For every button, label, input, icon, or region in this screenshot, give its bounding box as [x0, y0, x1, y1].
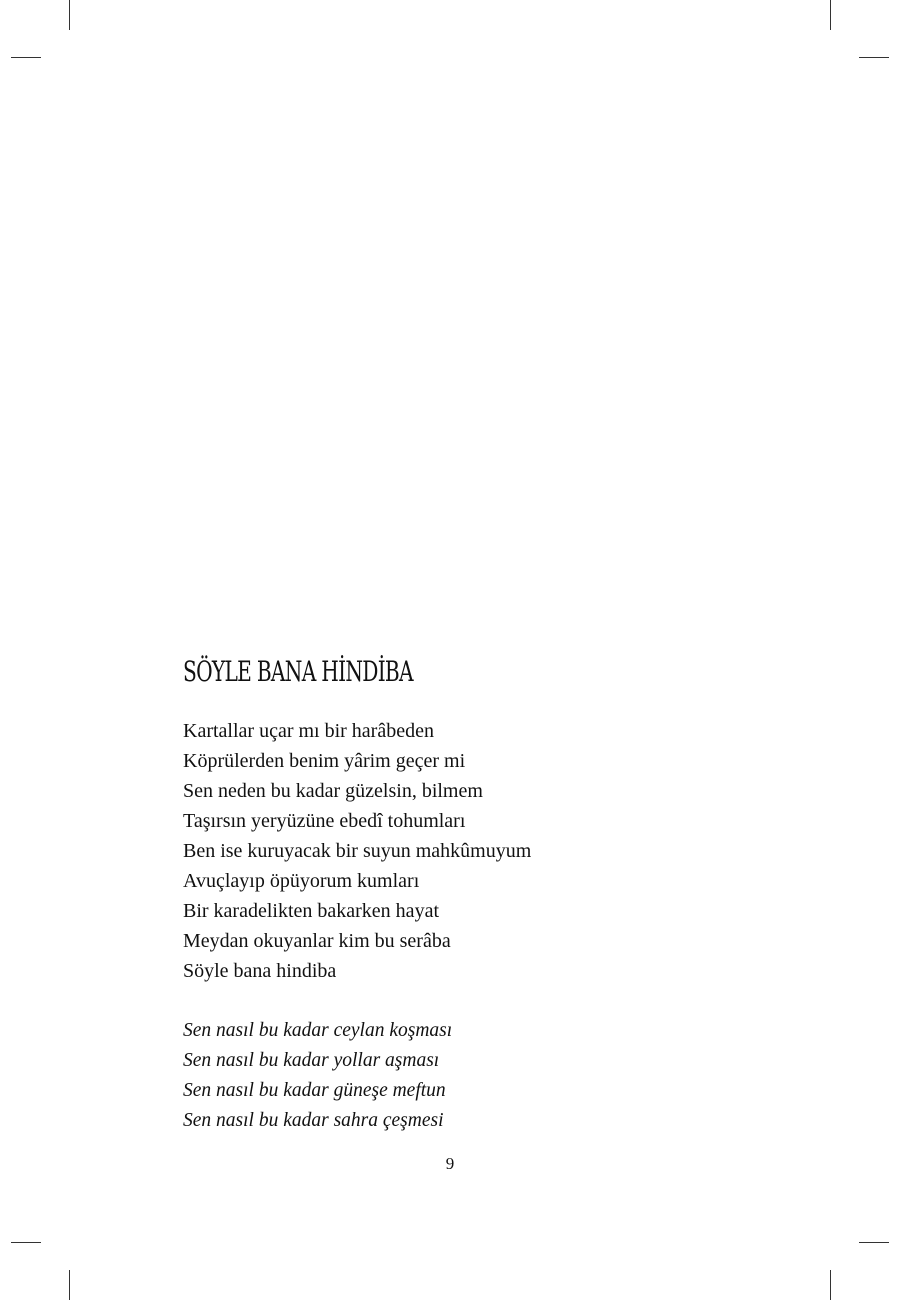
poem-line: Taşırsın yeryüzüne ebedî tohumları [183, 810, 466, 832]
crop-mark-top-left-vertical [69, 0, 70, 30]
poem-line-italic: Sen nasıl bu kadar ceylan koşması [183, 1020, 453, 1041]
poem-line-italic: Sen nasıl bu kadar sahra çeşmesi [183, 1110, 444, 1131]
crop-mark-bottom-left-vertical [69, 1270, 70, 1300]
stanza-1 [183, 716, 743, 986]
poem-line-italic: Sen nasıl bu kadar yollar aşması [183, 1050, 440, 1071]
poem [183, 650, 743, 1136]
crop-mark-top-right-vertical [830, 0, 831, 30]
poem-line: Sen neden bu kadar güzelsin, bilmem [183, 780, 483, 802]
crop-mark-bottom-left-horizontal [11, 1242, 41, 1243]
page-number: 9 [445, 1154, 455, 1173]
poem-line: Söyle bana hindiba [183, 960, 337, 982]
stanza-2-refrain [183, 1016, 743, 1136]
poem-title: SÖYLE BANA HİNDİBA [183, 655, 413, 688]
crop-mark-top-left-horizontal [11, 57, 41, 58]
crop-mark-bottom-right-horizontal [859, 1242, 889, 1243]
poem-line: Köprülerden benim yârim geçer mi [183, 750, 466, 772]
poem-line: Meydan okuyanlar kim bu serâba [183, 930, 451, 952]
poem-line: Bir karadelikten bakarken hayat [183, 900, 439, 922]
poem-line: Ben ise kuruyacak bir suyun mahkûmuyum [183, 840, 532, 862]
poem-line: Avuçlayıp öpüyorum kumları [183, 870, 420, 892]
poem-line-italic: Sen nasıl bu kadar güneşe meftun [183, 1080, 446, 1101]
poem-line: Kartallar uçar mı bir harâbeden [183, 720, 434, 742]
crop-mark-bottom-right-vertical [830, 1270, 831, 1300]
crop-mark-top-right-horizontal [859, 57, 889, 58]
